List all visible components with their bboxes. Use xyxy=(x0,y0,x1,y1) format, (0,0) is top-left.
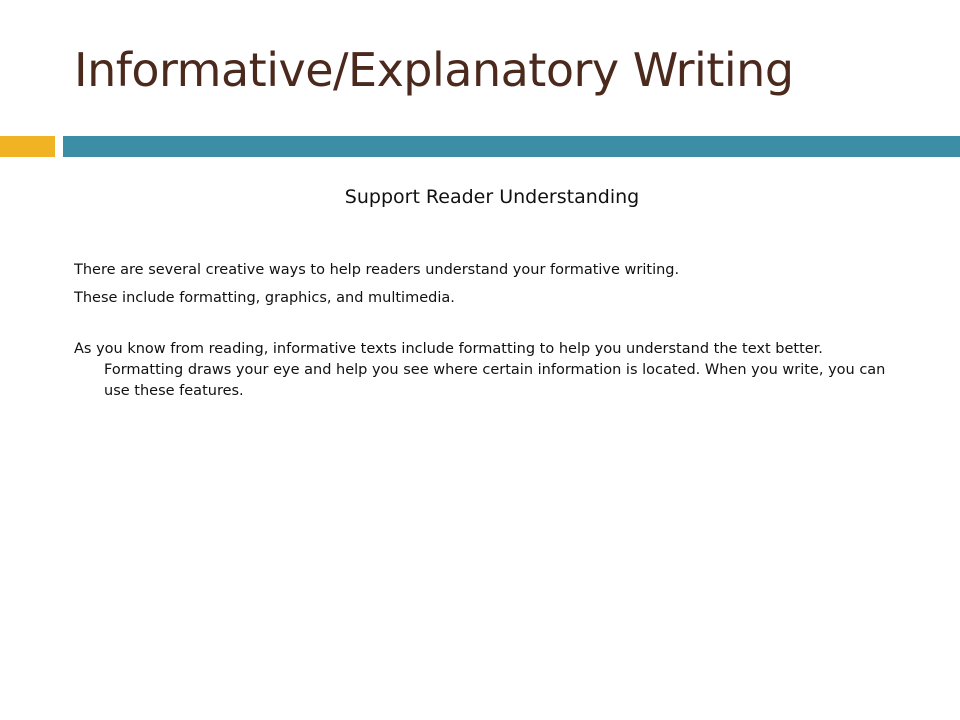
body-paragraph-3: As you know from reading, informative texts include formatting to help you understand the text better. Formatting draws your eye and help you see where certain information is located. When you write, you can use these features. xyxy=(74,341,886,400)
accent-gold-block xyxy=(0,136,55,157)
slide-title: Informative/Explanatory Writing xyxy=(74,43,794,97)
slide-subtitle: Support Reader Understanding xyxy=(344,186,640,208)
slide-body xyxy=(74,260,904,402)
body-paragraph-2: These include formatting, graphics, and multimedia. xyxy=(74,290,455,307)
accent-teal-bar xyxy=(63,136,960,157)
body-paragraph-1: There are several creative ways to help readers understand your formative writing. xyxy=(74,262,680,278)
